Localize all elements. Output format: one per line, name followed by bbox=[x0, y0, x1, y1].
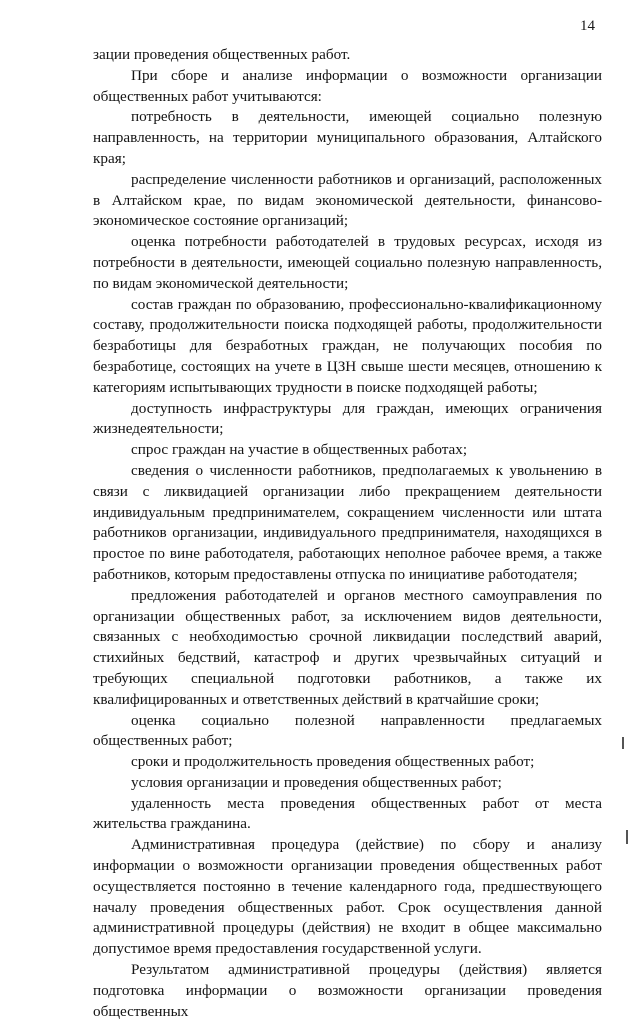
scan-edge-mark bbox=[622, 737, 624, 749]
list-item: оценка потребности работодателей в трудовых ресурсах, исходя из потребности в деятельности, имеющей социально полезную направленность, по видам экономической деятельности; bbox=[93, 233, 602, 292]
list-item: условия организации и проведения общественных работ; bbox=[131, 773, 502, 791]
list-item: спрос граждан на участие в общественных работах; bbox=[131, 441, 468, 459]
list-item: состав граждан по образованию, профессионально-квалификационному составу, продолжительности поиска подходящей работы, продолжительности безработицы для безработных граждан, не получающих пособия по безработице, состоящих на учете в ЦЗН свыше шести месяцев, отношению к категориям испытывающих трудности в поиске подходящей работы; bbox=[93, 295, 602, 396]
paragraph-procedure: Административная процедура (действие) по сбору и анализу информации о возможности организации проведения общественных работ осуществляется постоянно в течение календарного года, предшествующего началу проведения общественных работ. Срок осуществления данной административной процедуры (действия) не входит в общее максимально допустимое время предоставления государственной услуги. bbox=[93, 836, 602, 958]
scan-edge-mark bbox=[626, 830, 628, 844]
list-item: сведения о численности работников, предполагаемых к увольнению в связи с ликвидацией организации либо прекращением деятельности индивидуальным предпринимателем, сокращением численности или штата работников организации, индивидуального предпринимателя, находящихся в простое по вине работодателя, работающих неполное рабочее время, а также работников, которым предоставлены отпуска по инициативе работодателя; bbox=[93, 461, 602, 583]
list-item: потребность в деятельности, имеющей социально полезную направленность, на территории муниципального образования, Алтайского края; bbox=[93, 108, 602, 167]
list-item: оценка социально полезной направленности предлагаемых общественных работ; bbox=[93, 711, 602, 750]
list-item: распределение численности работников и организаций, расположенных в Алтайском крае, по видам экономической деятельности, финансово-экономическое состояние организаций; bbox=[93, 170, 602, 230]
page-number: 14 bbox=[580, 18, 595, 34]
paragraph-continuation: зации проведения общественных работ. bbox=[93, 46, 351, 63]
body-text bbox=[93, 45, 602, 1022]
list-item: удаленность места проведения общественных работ от места жительства гражданина. bbox=[93, 794, 602, 833]
paragraph-result: Результатом административной процедуры (действия) является подготовка информации о возможности организации проведения общественных bbox=[93, 961, 602, 1020]
paragraph-intro: При сборе и анализе информации о возможности организации общественных работ учитываются: bbox=[93, 66, 602, 105]
list-item: доступность инфраструктуры для граждан, имеющих ограничения жизнедеятельности; bbox=[93, 399, 602, 438]
list-item: сроки и продолжительность проведения общественных работ; bbox=[131, 753, 535, 771]
list-item: предложения работодателей и органов местного самоуправления по организации общественных работ, за исключением видов деятельности, связанных с необходимостью срочной ликвидации последствий аварий, стихийных бедствий, катастроф и других чрезвычайных ситуаций и требующих специальной подготовки работников, а также их квалифицированных и ответственных действий в кратчайшие сроки; bbox=[93, 586, 602, 708]
